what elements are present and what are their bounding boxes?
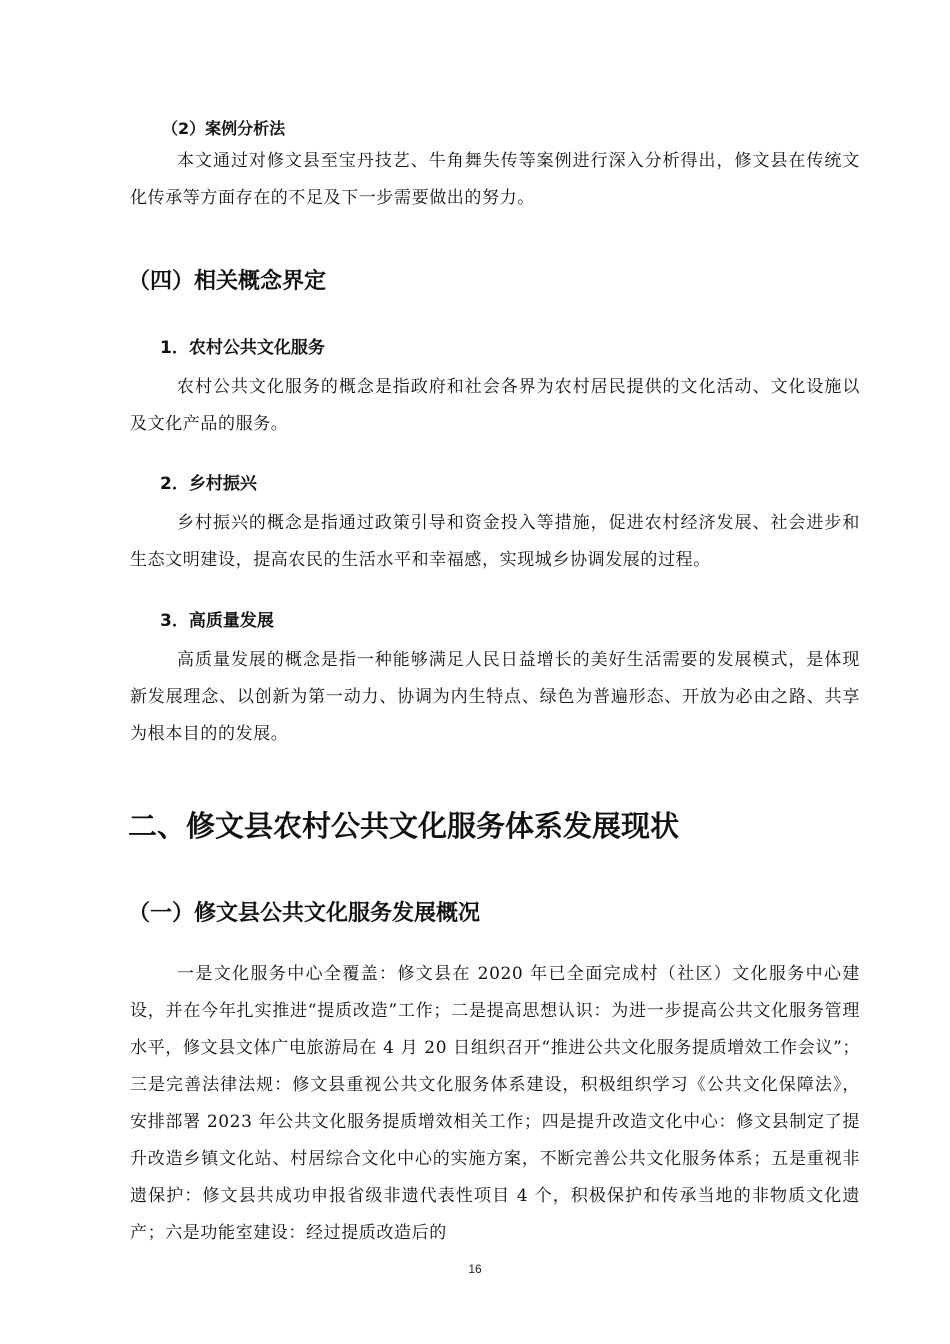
concept-1-paragraph: 农村公共文化服务的概念是指政府和社会各界为农村居民提供的文化活动、文化设施以及文化产品的服务。 [130,377,860,434]
concept-3-paragraph: 高质量发展的概念是指一种能够满足人民日益增长的美好生活需要的发展模式，是体现新发展理念、以创新为第一动力、协调为内生特点、绿色为普遍形态、开放为必由之路、共享为根本目的的发展。 [130,650,860,744]
case-method-paragraph: 本文通过对修文县至宝丹技艺、牛角舞失传等案例进行深入分析得出，修文县在传统文化传承等方面存在的不足及下一步需要做出的努力。 [130,151,860,208]
overview-paragraph: 一是文化服务中心全覆盖：修文县在 2020 年已全面完成村（社区）文化服务中心建设，并在今年扎实推进“提质改造”工作；二是提高思想认识：为进一步提高公共文化服务管理水平，修文县文体广电旅游局在 4 月 20 日组织召开“推进公共文化服务提质增效工作会议”；三是完善法律法规：修文县重视公共文化服务体系建设，积极组织学习《公共文化保障法》，安排部署 2023 年公共文化服务提质增效相关工作；四是提升改造文化中心：修文县制定了提升改造乡镇文化站、村居综合文化中心的实施方案，不断完善公共文化服务体系；五是重视非遗保护：修文县共成功申报省级非遗代表性项目 4 个，积极保护和传承当地的非物质文化遗产；六是功能室建设：经过提质改造后的 [130,964,860,1243]
concept-1-heading: 1．农村公共文化服务 [160,338,325,358]
case-method-heading: （2）案例分析法 [162,119,286,138]
concept-2-heading: 2．乡村振兴 [160,474,257,494]
concept-3-heading: 3．高质量发展 [160,611,274,631]
chapter-heading: 二、修文县农村公共文化服务体系发展现状 [128,809,680,843]
concepts-section-heading: （四）相关概念界定 [128,269,327,294]
overview-section-heading: （一）修文县公共文化服务发展概况 [128,901,481,926]
concept-2-paragraph: 乡村振兴的概念是指通过政策引导和资金投入等措施，促进农村经济发展、社会进步和生态文明建设，提高农民的生活水平和幸福感，实现城乡协调发展的过程。 [130,513,860,570]
page-number: 16 [468,1262,482,1276]
